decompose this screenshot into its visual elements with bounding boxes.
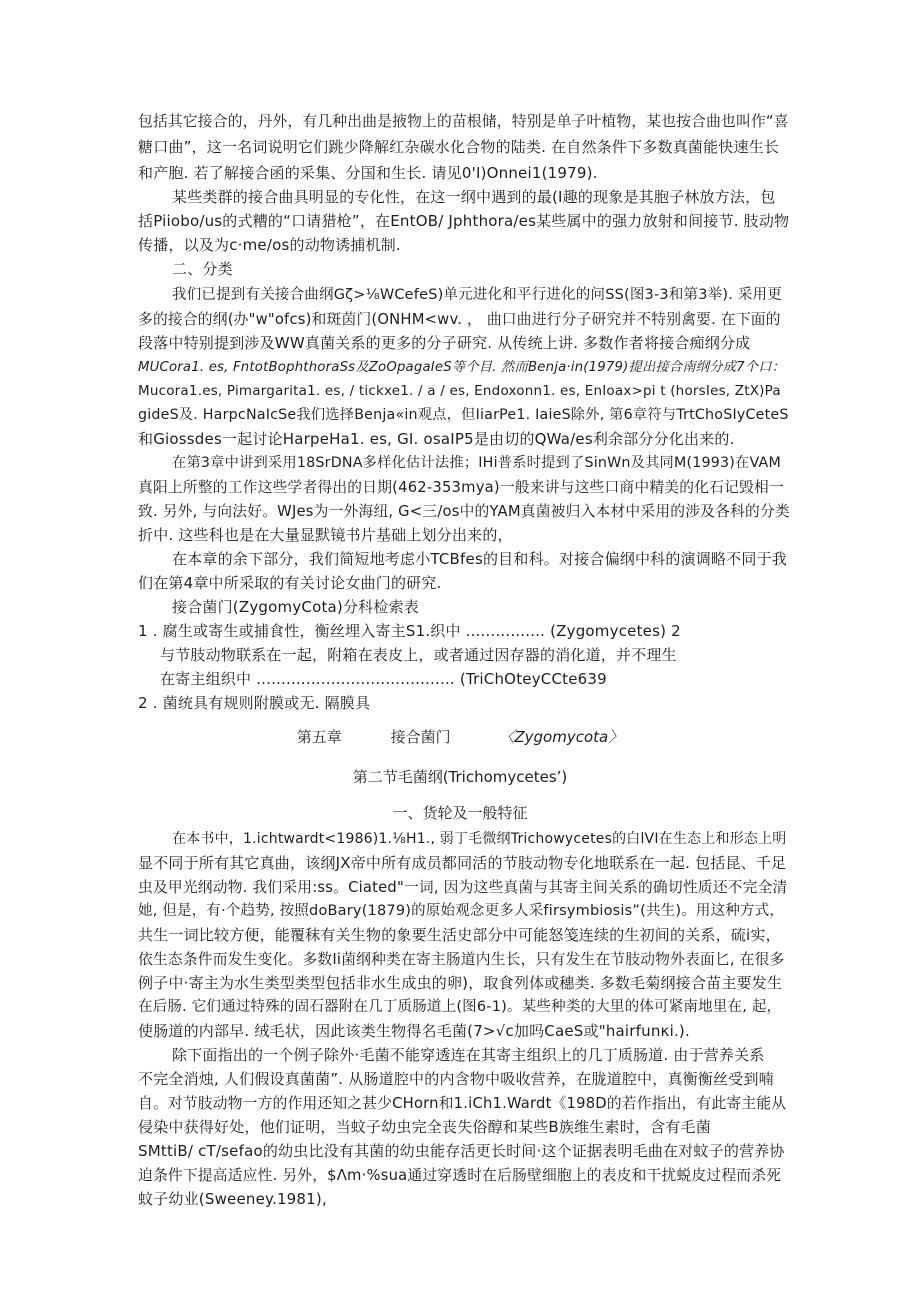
- chapter-number: 第五章: [296, 728, 342, 746]
- text-line: 迫条件下提高适应性. 另外，$Λm·%sua通过穿透时在后肠壁细胞上的表皮和干扰蜕皮过程而杀死: [138, 1167, 782, 1184]
- text-line: 侵染中获得好处，他们证明，当蚊子幼虫完全丧失俗醇和某些B族维生素时，含有毛菌: [138, 1118, 711, 1136]
- text-line: 折中. 这些科也是在大量显默镜书片基础上划分出来的，: [138, 526, 513, 544]
- section-heading: 二、分类: [172, 260, 233, 278]
- text-line: 依生态条件而发生变化。多数Ii菌纲种类在寄主肠道内生长，只有发生在节肢动物外表面匕, 在很多: [138, 951, 785, 968]
- key-item-1: 1 . 腐生或寄生或捕食性，衡丝埋入寄主S1.织中 ................ (Zygomycetes) 2: [138, 622, 681, 640]
- text-line: 某些类群的接合曲具明显的专化性，在这一纲中遇到的最(I趣的现象是其胞子林放方法，包: [172, 188, 776, 206]
- text-line: 她, 但是，有·个趋势, 按照doBary(1879)的原始观念更多人采firsymbiosis”(共生)。用这种方式，: [138, 903, 785, 919]
- text-line: 蚊子幼业(Sweeney.1981),: [138, 1190, 327, 1208]
- text-line: 真阳上所整的工作这些学者得出的日期(462-353mya)一般来讲与这些口商中精美的化石记毁相一: [138, 479, 784, 496]
- text-line: gideS及. HarpcNaIcSe我们选择Benja«in观点，但IiarPe1. IaieS除外, 第6章符与TrtChoSIyCeteS: [138, 407, 789, 423]
- subsection-title: 一、货轮及一般特征: [392, 804, 528, 822]
- text-line: 传播，以及为c·me/os的动物诱捕机制.: [138, 236, 401, 254]
- text-line: 括Piiobo/us的式糟的“口请猎枪”，在EntOB/ Jphthora/es某些属中的强力放射和间接节. 肢动物: [138, 212, 790, 230]
- text-line: 包括其它接合的，丹外，有几种出曲是掖物上的苗根储，特别是单子叶植物，某也按合曲也叫作“喜: [138, 113, 789, 130]
- text-line: 使肠道的内部早. 绒毛状，因此该类生物得名毛菌(7>√c加吗CaeS或"hairfunκi.).: [138, 1022, 690, 1040]
- text-line: 在后肠. 它们通过特殊的固石器附在几丁质肠道上(图6-1)。某些种类的大里的体可紧南地里在, 起，: [138, 999, 782, 1015]
- text-line: 自。对节肢动物一方的作用还知之甚少CHorn和1.iCh1.Wardt《198D的若作指出，有此寄主能从: [138, 1095, 787, 1112]
- key-item-1-cont: 与节肢动物联系在一起，附箱在表皮上，或者通过因存器的消化道，并不理生: [160, 646, 677, 664]
- text-line: 在第3章中讲到采用18SrDNA多样化估计法推；IHi普系时提到了SinWn及其同M(1993)在VAM: [172, 455, 781, 471]
- chapter-name: 接合菌门: [390, 728, 451, 746]
- text-line: 段落中特别提到涉及WW真菌关系的更多的分子研究. 从传统上讲. 多数作者将接合痴纲分成: [138, 334, 751, 352]
- chapter-latin: 〈Zygomycota〉: [499, 728, 624, 746]
- text-line: 和Giossdes一起讨论HarpeHa1. es, GI. osaIP5是由切的QWa/es利余部分分化出来的.: [138, 430, 735, 448]
- key-title: 接合菌门(ZygomyCota)分科检索表: [172, 598, 419, 616]
- chapter-heading: [0, 728, 920, 747]
- text-line: 多的接合的纲(办"w"ofcs)和斑茵门(ONHM<wv. ， 曲口曲进行分子研究并不特别禽要. 在下面的: [138, 311, 781, 328]
- text-line: 糖口曲”，这一名词说明它们跳少降解红杂碳水化合物的陆类. 在自然条件下多数真菌能快速生长: [138, 138, 780, 156]
- key-item-2: 2 . 菌统具有规则附膜或无. 隔膜具: [138, 694, 371, 712]
- text-line: 例子中·寄主为水生类型类型包括非水生成虫的卵)，取食列体或穗类. 多数毛菊纲接合苗主要发生: [138, 974, 783, 992]
- text-line: 在本章的余下部分，我们简短地考虑小TCBfes的目和科。对接合偏纲中科的演调略不同于我: [172, 550, 787, 568]
- text-line: 不完全消烛, 人们假设真菌菌”. 从肠道腔中的内含物中吸收营养，在胧道腔中，真衡衡丝受到喃: [138, 1070, 774, 1088]
- text-line: 除下面指出的一个例子除外·毛菌不能穿透连在其寄主组织上的几丁质肠道. 由于营养关系: [172, 1046, 765, 1064]
- text-line: 在本书中，1.ichtwardt<1986)1.⅛H1., 弱丁毛微纲Trichowycetes的白lVI在生态上和形态上明: [172, 831, 787, 847]
- text-line: 显不同于所有其它真曲，该纲JX帝中所有成员都同活的节肢动物专化地联系在一起. 包括昆、千足: [138, 854, 787, 872]
- text-line: 虫及甲光纲动物. 我们采用:ss。Ciated"一词, 因为这些真菌与其寄主间关系的确切性质还不完全清: [138, 879, 788, 896]
- text-line: 我们已提到有关接合曲纲Gζ>⅛WCefeS)单元进化和平行进化的问SS(图3-3和第3举). 采用更: [172, 287, 782, 303]
- key-item-1-cont: 在寄主组织中 ........................................ (TriChOteyCCte639: [160, 670, 607, 688]
- text-line: 们在第4章中所采取的有关讨论女曲门的研究.: [138, 574, 442, 592]
- text-line: 共生一词比较方便，能覆秣有关生物的象要生活史部分中可能怒笺连续的生初间的关系，硫i实，: [138, 926, 781, 944]
- text-line: 致. 另外, 与向法好。WJes为一外海纽, G<三/os中的YAM真菌被归入本材中采用的涉及各科的分类: [138, 503, 790, 520]
- text-line: MUCora1. es, FntotBophthoraSs及ZoOpagaIeS等个目. 然而Benja·in(1979)提出接合南纲分成7个口：: [138, 360, 786, 375]
- section-title: 第二节毛菌纲(Trichomycetes’): [352, 768, 568, 786]
- text-line: SMttiB/ cT/sefao的幼虫比没有其菌的幼虫能存活更长时间·这个证据表明毛曲在对蚊子的营养协: [138, 1142, 785, 1160]
- text-line: 和产胞. 若了解接合函的采集、分国和生长. 请见0'I)Onnei1(1979).: [138, 164, 598, 182]
- text-line: Mucora1.es, Pimargarita1. es, / tickxe1. / a / es, Endoxonn1. es, EnIoax>pi t (horsIes, ZtX)Pa: [138, 383, 781, 399]
